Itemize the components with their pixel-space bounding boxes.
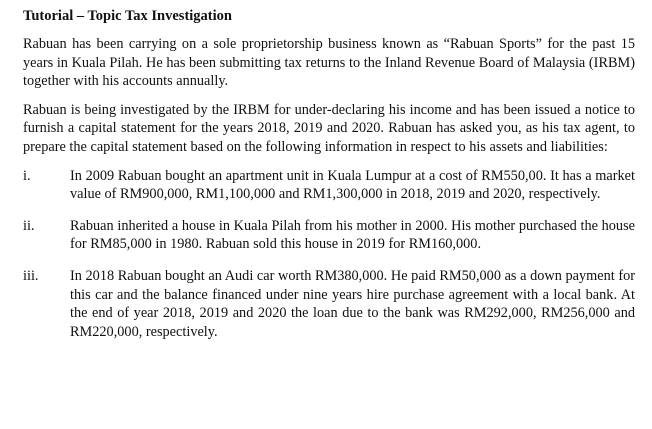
list-item-text: Rabuan inherited a house in Kuala Pilah from his mother in 2000. His mother purchased the house for RM85,000 in 1980. Rabuan sold this house in 2019 for RM160,000.	[70, 217, 635, 253]
document-title: Tutorial – Topic Tax Investigation	[23, 8, 232, 24]
list-item-text: In 2009 Rabuan bought an apartment unit in Kuala Lumpur at a cost of RM550,00. It has a market value of RM900,000, RM1,100,000 and RM1,300,000 in 2018, 2019 and 2020, respectively.	[70, 167, 635, 203]
list-item-apartment	[23, 167, 635, 204]
investigation-paragraph: Rabuan is being investigated by the IRBM for under-declaring his income and has been issued a notice to furnish a capital statement for the years 2018, 2019 and 2020. Rabuan has asked you, as his tax agent, to prepare the capital statement based on the following information in respect to his assets and liabilities:	[23, 101, 635, 155]
list-item-text: In 2018 Rabuan bought an Audi car worth RM380,000. He paid RM50,000 as a down payment for this car and the balance financed under nine years hire purchase agreement with a local bank. At the end of year 2018, 2019 and 2020 the loan due to the bank was RM292,000, RM256,000 and RM220,000, respectively.	[70, 267, 635, 340]
list-item-audi-car	[23, 267, 635, 341]
intro-paragraph: Rabuan has been carrying on a sole proprietorship business known as “Rabuan Sports” for the past 15 years in Kuala Pilah. He has been submitting tax returns to the Inland Revenue Board of Malaysia (IRBM) together with his accounts annually.	[23, 36, 635, 90]
list-item-number: ii.	[23, 217, 35, 234]
list-item-number: i.	[23, 167, 31, 184]
list-item-number: iii.	[23, 267, 39, 284]
list-item-inherited-house	[23, 217, 635, 254]
document-page	[23, 6, 635, 354]
